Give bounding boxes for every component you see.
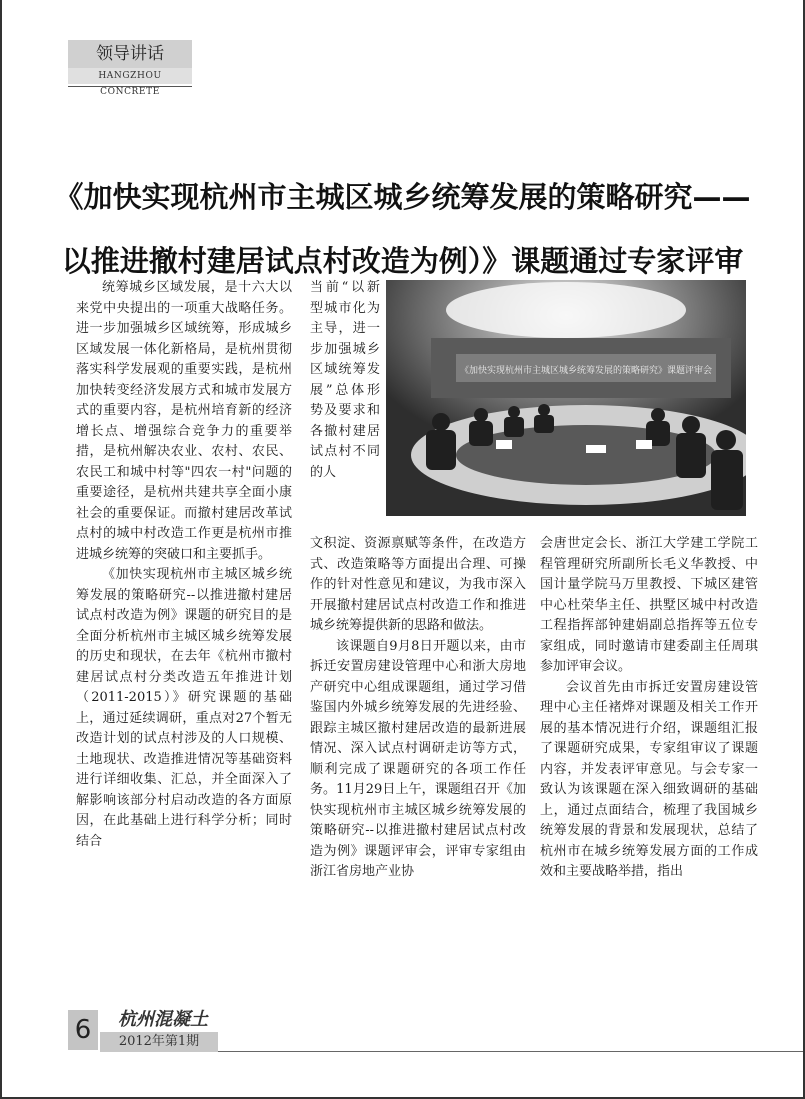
page-border-left: [0, 0, 2, 1099]
title-line-1: 《加快实现杭州市主城区城乡统筹发展的策略研究——: [54, 180, 751, 214]
paragraph: 统筹城乡区域发展，是十六大以来党中央提出的一项重大战略任务。进一步加强城乡区域统筹，形成城乡区域发展一体化新格局，是杭州贯彻落实科学发展观的重要实践，是杭州加快转变经济发展方式和城市发展方式的重要内容，是杭州培育新的经济增长点、增强综合竞争力的重要举措，是杭州解决农业、农村、农民、农民工和城中村等"四农一村"问题的重要途径，是杭州共建共享全面小康社会的重要保证。而撤村建居改革试点村的城中村改造工作更是杭州市推进城乡统筹的突破口和主要抓手。: [76, 280, 292, 562]
title-line-2: 以推进撤村建居试点村改造为例）》课题通过专家评审: [61, 244, 744, 278]
issue-label: 2012年第1期: [100, 1032, 218, 1052]
paragraph: 会议首先由市拆迁安置房建设管理中心主任褚烨对课题及相关工作开展的基本情况进行介绍，课题组汇报了课题研究成果，专家组审议了课题内容，并发表评审意见。与会专家一致认为该课题在深入细致调研的基础上，通过点面结合，梳理了我国城乡统筹发展的背景和发展现状，总结了杭州市在城乡统筹发展方面的工作成效和主要战略举措，指出: [540, 679, 758, 879]
paragraph: 《加快实现杭州市主城区城乡统筹发展的策略研究--以推进撤村建居试点村改造为例》课题的研究目的是全面分析杭州市主城区城乡统筹发展的历史和现状，在去年《杭州市撤村建居试点村分类改造五年推进计划（2011-2015）》研究课题的基础上，通过延续调研，重点对27个暂无改造计划的试点村涉及的人口规模、土地现状、改造推进情况等基础资料进行详细收集、汇总，并全面深入了解影响该部分村启动改造的各方面原因，在此基础上进行科学分析；同时结合: [76, 567, 292, 849]
meeting-photo: [386, 280, 746, 516]
paragraph: 文积淀、资源禀赋等条件，在改造方式、改造策略等方面提出合理、可操作的针对性意见和建议，为我市深入开展撤村建居试点村改造工作和推进城乡统筹提供新的思路和做法。: [310, 536, 526, 633]
column-3: [540, 534, 758, 883]
magazine-name: 杭州混凝土: [118, 1009, 208, 1030]
paragraph: 该课题自9月8日开题以来，由市拆迁安置房建设管理中心和浙大房地产研究中心组成课题组，通过学习借鉴国内外城乡统筹发展的先进经验、跟踪主城区撤村建居改造的最新进展情况、深入试点村调研走访等方式，顺利完成了课题研究的各项工作任务。11月29日上午，课题组召开《加快实现杭州市主城区城乡统筹发展的策略研究--以推进撤村建居试点村改造为例》课题评审会，评审专家组由浙江省房地产业协: [310, 638, 526, 879]
column-2: [310, 534, 526, 883]
header-divider: [68, 86, 192, 87]
page-number: 6: [68, 1010, 98, 1050]
paragraph: 当前“以新型城市化为主导，进一步加强城乡区域统筹发展”总体形势及要求和各撤村建居试点村不同的人: [310, 280, 380, 480]
footer-divider: [218, 1051, 803, 1052]
section-label: 领导讲话: [68, 40, 192, 68]
column-1: [76, 278, 292, 852]
magazine-name-english: HANGZHOU CONCRETE: [68, 68, 192, 84]
paragraph: 会唐世定会长、浙江大学建工学院工程管理研究所副所长毛义华教授、中国计量学院马万里教授、下城区建管中心杜荣华主任、拱墅区城中村改造工程指挥部钟建娟副总指挥等五位专家组成，同时邀请市建委副主任周琪参加评审会议。: [540, 536, 758, 674]
meeting-banner: 《加快实现杭州市主城区城乡统筹发展的策略研究》课题评审会: [459, 366, 713, 376]
article-title: [30, 165, 775, 293]
column-2-narrow: [310, 278, 380, 483]
